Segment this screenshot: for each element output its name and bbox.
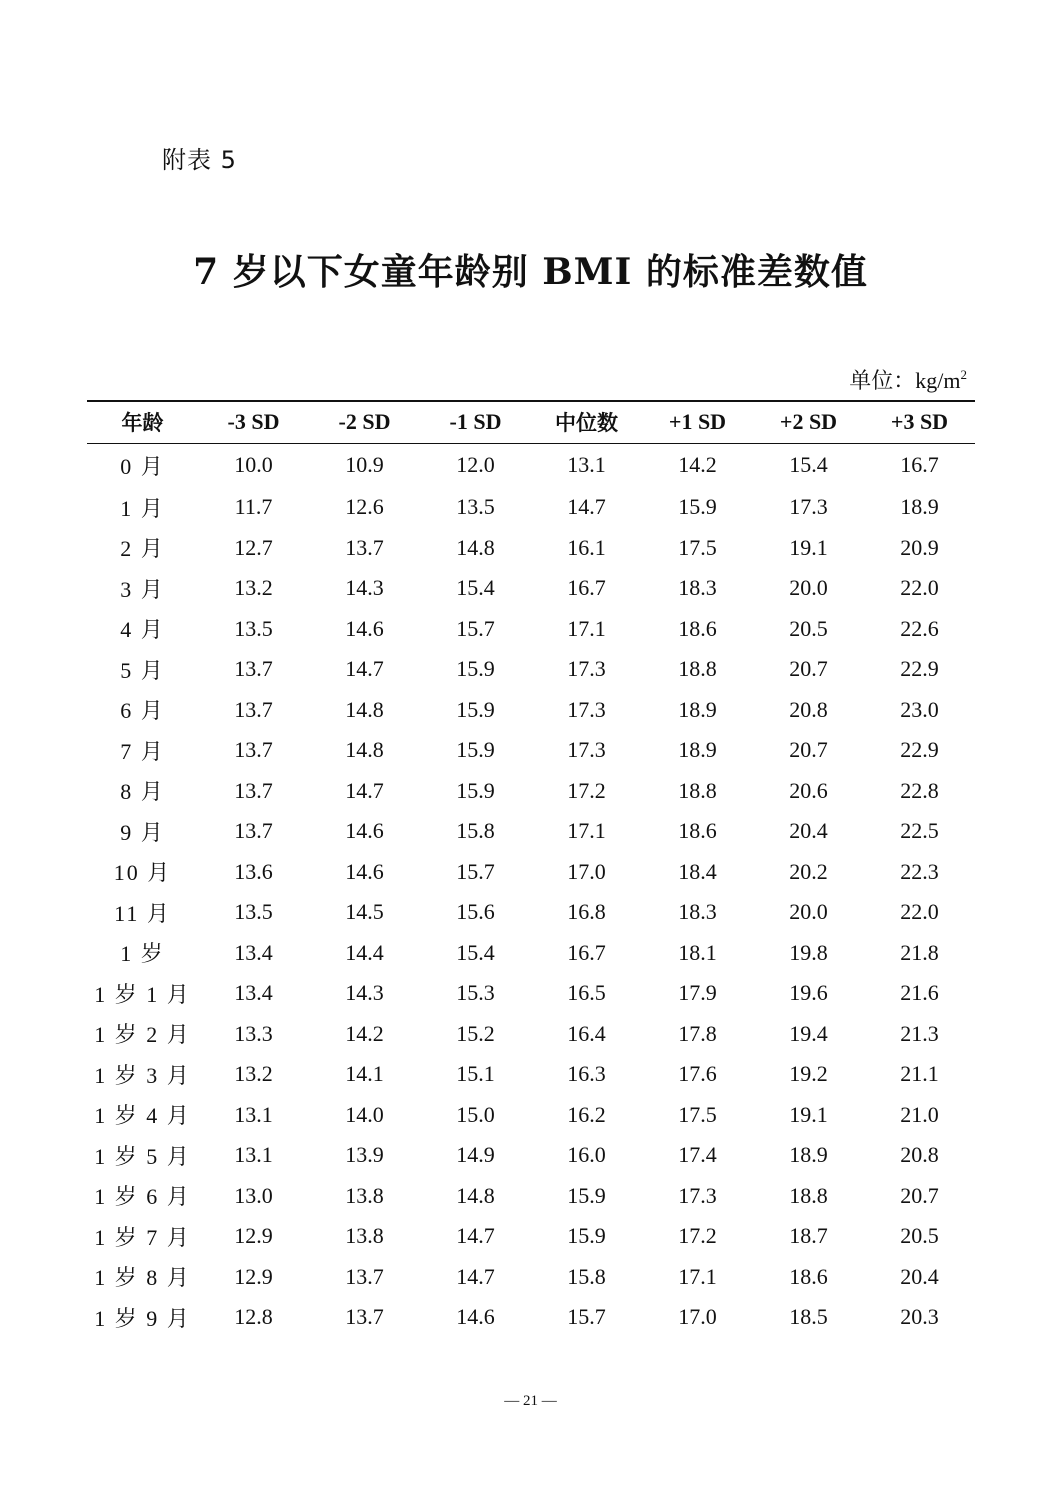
value-cell: 16.5 (567, 980, 606, 1006)
value-cell: 18.1 (678, 939, 717, 965)
value-cell: 19.8 (789, 939, 828, 965)
value-cell: 13.8 (345, 1182, 384, 1208)
value-cell: 22.6 (900, 615, 939, 641)
value-cell: 23.0 (900, 696, 939, 722)
value-cell: 13.6 (234, 858, 273, 884)
value-cell: 11.7 (234, 494, 273, 520)
unit-text: 单位：kg/m (849, 368, 961, 393)
value-cell: 18.6 (678, 615, 717, 641)
value-cell: 17.5 (678, 1101, 717, 1127)
table-row (87, 649, 975, 690)
value-cell: 14.8 (345, 696, 384, 722)
value-cell: 13.0 (234, 1182, 273, 1208)
value-cell: 18.8 (678, 777, 717, 803)
value-cell: 13.1 (567, 452, 606, 478)
value-cell: 20.8 (900, 1142, 939, 1168)
header-plus1sd: +1 SD (642, 401, 753, 443)
value-cell: 14.5 (345, 899, 384, 925)
value-cell: 14.3 (345, 980, 384, 1006)
table-row (87, 973, 975, 1014)
value-cell: 15.9 (567, 1223, 606, 1249)
value-cell: 14.7 (456, 1263, 495, 1289)
value-cell: 14.6 (456, 1304, 495, 1330)
value-cell: 20.6 (789, 777, 828, 803)
value-cell: 20.9 (900, 534, 939, 560)
value-cell: 18.8 (789, 1182, 828, 1208)
table-row (87, 852, 975, 893)
value-cell: 16.7 (567, 939, 606, 965)
header-minus1sd: -1 SD (420, 401, 531, 443)
value-cell: 15.7 (567, 1304, 606, 1330)
value-cell: 15.4 (789, 452, 828, 478)
value-cell: 17.3 (678, 1182, 717, 1208)
value-cell: 15.4 (456, 939, 495, 965)
table-row (87, 811, 975, 852)
table-body (87, 443, 975, 1338)
value-cell: 18.4 (678, 858, 717, 884)
value-cell: 13.7 (234, 696, 273, 722)
age-cell: 6 月 (120, 698, 165, 724)
age-cell: 1 岁 9 月 (94, 1305, 191, 1331)
value-cell: 14.4 (345, 939, 384, 965)
value-cell: 13.4 (234, 980, 273, 1006)
table-row (87, 609, 975, 650)
value-cell: 16.8 (567, 899, 606, 925)
table-row (87, 690, 975, 731)
value-cell: 10.0 (234, 452, 273, 478)
value-cell: 22.9 (900, 737, 939, 763)
value-cell: 12.0 (456, 452, 495, 478)
value-cell: 20.7 (900, 1182, 939, 1208)
value-cell: 17.0 (567, 858, 606, 884)
value-cell: 14.2 (678, 452, 717, 478)
age-cell: 1 岁 6 月 (94, 1184, 191, 1210)
value-cell: 15.7 (456, 615, 495, 641)
table-row (87, 1135, 975, 1176)
value-cell: 13.9 (345, 1142, 384, 1168)
value-cell: 15.8 (456, 818, 495, 844)
age-cell: 0 月 (120, 453, 165, 479)
value-cell: 15.8 (567, 1263, 606, 1289)
value-cell: 16.4 (567, 1020, 606, 1046)
value-cell: 13.7 (345, 534, 384, 560)
value-cell: 14.9 (456, 1142, 495, 1168)
value-cell: 18.9 (678, 696, 717, 722)
header-plus2sd: +2 SD (753, 401, 864, 443)
value-cell: 13.3 (234, 1020, 273, 1046)
value-cell: 16.7 (900, 452, 939, 478)
age-cell: 1 岁 (120, 941, 165, 967)
value-cell: 13.7 (345, 1304, 384, 1330)
header-age: 年龄 (87, 401, 198, 443)
table-row (87, 933, 975, 974)
age-cell: 1 岁 4 月 (94, 1103, 191, 1129)
value-cell: 15.7 (456, 858, 495, 884)
value-cell: 16.7 (567, 575, 606, 601)
value-cell: 13.5 (456, 494, 495, 520)
value-cell: 17.1 (678, 1263, 717, 1289)
value-cell: 15.6 (456, 899, 495, 925)
value-cell: 18.9 (900, 494, 939, 520)
value-cell: 13.8 (345, 1223, 384, 1249)
unit-label (849, 364, 967, 395)
age-cell: 11 月 (114, 900, 171, 926)
value-cell: 17.4 (678, 1142, 717, 1168)
value-cell: 19.1 (789, 1101, 828, 1127)
value-cell: 20.8 (789, 696, 828, 722)
value-cell: 19.1 (789, 534, 828, 560)
value-cell: 13.1 (234, 1142, 273, 1168)
value-cell: 15.9 (567, 1182, 606, 1208)
table-row (87, 487, 975, 528)
value-cell: 22.9 (900, 656, 939, 682)
value-cell: 13.7 (234, 656, 273, 682)
value-cell: 13.2 (234, 575, 273, 601)
value-cell: 13.2 (234, 1061, 273, 1087)
value-cell: 17.5 (678, 534, 717, 560)
value-cell: 13.7 (234, 737, 273, 763)
value-cell: 20.4 (789, 818, 828, 844)
table-row (87, 771, 975, 812)
value-cell: 22.0 (900, 899, 939, 925)
value-cell: 17.3 (567, 737, 606, 763)
value-cell: 13.5 (234, 615, 273, 641)
value-cell: 14.7 (567, 494, 606, 520)
value-cell: 14.1 (345, 1061, 384, 1087)
value-cell: 15.2 (456, 1020, 495, 1046)
value-cell: 15.9 (456, 656, 495, 682)
value-cell: 20.7 (789, 737, 828, 763)
value-cell: 18.5 (789, 1304, 828, 1330)
value-cell: 14.6 (345, 858, 384, 884)
value-cell: 13.4 (234, 939, 273, 965)
value-cell: 18.3 (678, 575, 717, 601)
value-cell: 13.7 (234, 777, 273, 803)
value-cell: 15.9 (678, 494, 717, 520)
age-cell: 10 月 (113, 860, 172, 886)
value-cell: 12.9 (234, 1223, 273, 1249)
value-cell: 20.4 (900, 1263, 939, 1289)
header-plus3sd: +3 SD (864, 401, 975, 443)
value-cell: 15.4 (456, 575, 495, 601)
value-cell: 17.9 (678, 980, 717, 1006)
table-row (87, 528, 975, 569)
value-cell: 17.8 (678, 1020, 717, 1046)
table-row (87, 1257, 975, 1298)
value-cell: 12.7 (234, 534, 273, 560)
appendix-label: 附表 5 (162, 146, 237, 174)
value-cell: 21.8 (900, 939, 939, 965)
value-cell: 18.9 (678, 737, 717, 763)
value-cell: 18.7 (789, 1223, 828, 1249)
value-cell: 14.7 (345, 777, 384, 803)
table-row (87, 1054, 975, 1095)
value-cell: 22.5 (900, 818, 939, 844)
age-cell: 1 岁 3 月 (94, 1062, 191, 1088)
value-cell: 20.7 (789, 656, 828, 682)
value-cell: 12.6 (345, 494, 384, 520)
page-number: — 21 — (504, 1393, 557, 1409)
value-cell: 20.0 (789, 575, 828, 601)
age-cell: 4 月 (120, 617, 165, 643)
table-row (87, 1216, 975, 1257)
age-cell: 1 岁 2 月 (94, 1022, 191, 1048)
value-cell: 22.3 (900, 858, 939, 884)
header-minus2sd: -2 SD (309, 401, 420, 443)
age-cell: 1 岁 5 月 (94, 1143, 191, 1169)
value-cell: 21.3 (900, 1020, 939, 1046)
value-cell: 22.0 (900, 575, 939, 601)
value-cell: 17.6 (678, 1061, 717, 1087)
value-cell: 20.3 (900, 1304, 939, 1330)
age-cell: 1 岁 8 月 (94, 1265, 191, 1291)
header-median: 中位数 (531, 401, 642, 443)
value-cell: 17.1 (567, 818, 606, 844)
age-cell: 3 月 (120, 576, 165, 602)
value-cell: 15.9 (456, 696, 495, 722)
value-cell: 21.0 (900, 1101, 939, 1127)
age-cell: 1 岁 7 月 (94, 1224, 191, 1250)
value-cell: 18.6 (789, 1263, 828, 1289)
table-row (87, 1297, 975, 1338)
value-cell: 14.6 (345, 818, 384, 844)
table-row (87, 1176, 975, 1217)
value-cell: 17.3 (567, 656, 606, 682)
value-cell: 18.6 (678, 818, 717, 844)
value-cell: 20.5 (900, 1223, 939, 1249)
value-cell: 15.0 (456, 1101, 495, 1127)
value-cell: 14.3 (345, 575, 384, 601)
value-cell: 16.3 (567, 1061, 606, 1087)
table-row (87, 1095, 975, 1136)
value-cell: 14.6 (345, 615, 384, 641)
value-cell: 16.2 (567, 1101, 606, 1127)
value-cell: 14.8 (456, 534, 495, 560)
table-row (87, 1014, 975, 1055)
value-cell: 12.8 (234, 1304, 273, 1330)
value-cell: 13.7 (234, 818, 273, 844)
value-cell: 14.0 (345, 1101, 384, 1127)
value-cell: 20.2 (789, 858, 828, 884)
table-row (87, 892, 975, 933)
value-cell: 10.9 (345, 452, 384, 478)
value-cell: 17.2 (678, 1223, 717, 1249)
value-cell: 17.3 (567, 696, 606, 722)
value-cell: 21.6 (900, 980, 939, 1006)
bmi-table (87, 400, 975, 1338)
value-cell: 21.1 (900, 1061, 939, 1087)
value-cell: 16.0 (567, 1142, 606, 1168)
age-cell: 5 月 (120, 657, 165, 683)
value-cell: 20.0 (789, 899, 828, 925)
value-cell: 15.3 (456, 980, 495, 1006)
value-cell: 18.8 (678, 656, 717, 682)
value-cell: 15.1 (456, 1061, 495, 1087)
value-cell: 14.7 (345, 656, 384, 682)
value-cell: 15.9 (456, 777, 495, 803)
value-cell: 17.3 (789, 494, 828, 520)
value-cell: 12.9 (234, 1263, 273, 1289)
table-row (87, 568, 975, 609)
value-cell: 14.8 (345, 737, 384, 763)
age-cell: 7 月 (120, 738, 165, 764)
value-cell: 19.4 (789, 1020, 828, 1046)
table-header-row (87, 401, 975, 443)
value-cell: 17.1 (567, 615, 606, 641)
value-cell: 22.8 (900, 777, 939, 803)
header-minus3sd: -3 SD (198, 401, 309, 443)
value-cell: 19.2 (789, 1061, 828, 1087)
table-row (87, 730, 975, 771)
unit-superscript: 2 (960, 367, 967, 382)
value-cell: 13.7 (345, 1263, 384, 1289)
value-cell: 14.2 (345, 1020, 384, 1046)
value-cell: 18.3 (678, 899, 717, 925)
age-cell: 2 月 (120, 536, 165, 562)
age-cell: 1 岁 1 月 (94, 981, 191, 1007)
value-cell: 17.0 (678, 1304, 717, 1330)
value-cell: 15.9 (456, 737, 495, 763)
page-title: 7 岁以下女童年龄别 BMI 的标准差数值 (193, 251, 868, 293)
value-cell: 16.1 (567, 534, 606, 560)
value-cell: 20.5 (789, 615, 828, 641)
value-cell: 19.6 (789, 980, 828, 1006)
age-cell: 8 月 (120, 779, 165, 805)
value-cell: 13.1 (234, 1101, 273, 1127)
age-cell: 1 月 (120, 495, 165, 521)
table-row (87, 443, 975, 487)
value-cell: 17.2 (567, 777, 606, 803)
age-cell: 9 月 (120, 819, 165, 845)
value-cell: 18.9 (789, 1142, 828, 1168)
value-cell: 14.8 (456, 1182, 495, 1208)
value-cell: 14.7 (456, 1223, 495, 1249)
value-cell: 13.5 (234, 899, 273, 925)
